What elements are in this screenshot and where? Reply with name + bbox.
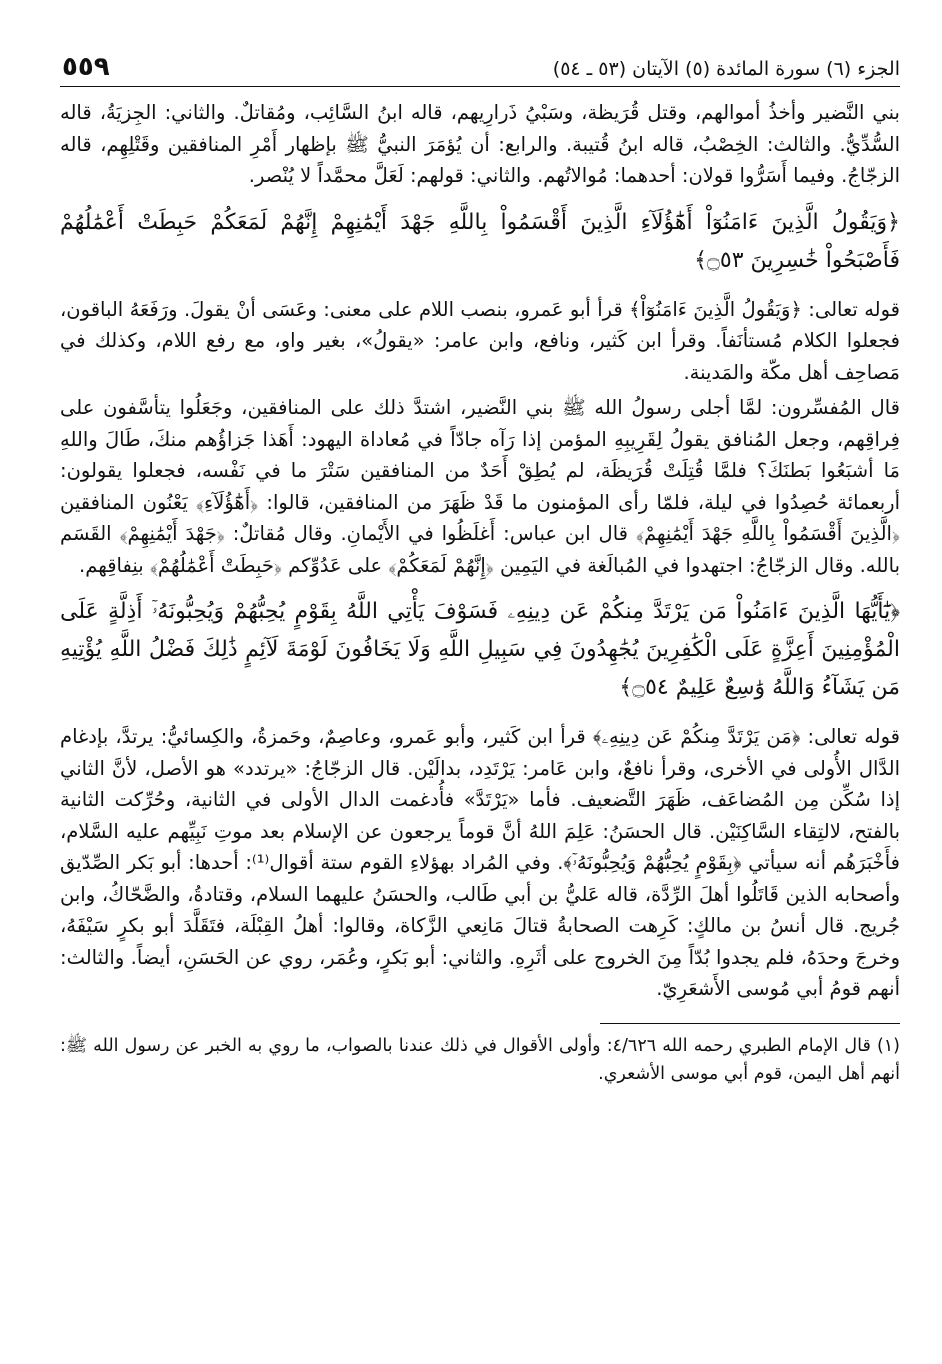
footnote-divider	[600, 1023, 900, 1024]
page-header	[60, 34, 900, 87]
footnote	[60, 1032, 900, 1088]
running-head: الجزء (٦) سورة المائدة (٥) الآيتان (٥٣ ـ ٥٤)	[552, 58, 900, 80]
quran-verse-53: ﴿وَيَقُولُ الَّذِينَ ءَامَنُوٓاْ أَهَٰٓؤُلَآءِ الَّذِينَ أَقْسَمُواْ بِاللَّهِ جَهْدَ أَيْمَٰنِهِمْ إِنَّهُمْ لَمَعَكُمْ حَبِطَتْ أَعْمَٰلُهُمْ فَأَصْبَحُواْ خَٰسِرِينَ ۝٥٣﴾	[60, 209, 900, 273]
quran-verse-54: ﴿يَٰٓأَيُّهَا الَّذِينَ ءَامَنُواْ مَن يَرْتَدَّ مِنكُمْ عَن دِينِهِۦ فَسَوْفَ يَأْتِي اللَّهُ بِقَوْمٍ يُحِبُّهُمْ وَيُحِبُّونَهُۥٓ أَذِلَّةٍ عَلَى الْمُؤْمِنِينَ أَعِزَّةٍ عَلَى الْكَٰفِرِينَ يُجَٰهِدُونَ فِي سَبِيلِ اللَّهِ وَلَا يَخَافُونَ لَوْمَةَ لَآئِمٍ ذَٰلِكَ فَضْلُ اللَّهِ يُؤْتِيهِ مَن يَشَآءُ وَاللَّهُ وَٰسِعٌ عَلِيمٌ ۝٥٤﴾	[60, 599, 900, 700]
commentary-paragraph: قوله تعالى: ﴿وَيَقُولُ الَّذِينَ ءَامَنُوٓاْ﴾ قرأ أبو عَمرو، بنصب اللام على معنى: وعَسَى أنْ يقولَ. ورَفَعَهُ الباقون، فجعلوا الكلام مُستأنَفاً. وقرأ ابن كَثير، ونافع، وابن عامر: «يقولُ»، بغير واو، مع رفع اللام، وكذلك في مَصاحِف أهل مكّة والمَدينة.	[60, 297, 900, 384]
page-number: ٥٥٩	[62, 52, 110, 82]
footnote-marker: (١)	[876, 1035, 900, 1056]
commentary-paragraph: قال المُفسِّرون: لمَّا أجلى رسولُ الله ﷺ بني النَّضير، اشتدَّ ذلك على المنافقين، وجَعَلُوا يتأسَّفون على فِراقِهم، وجعل المُنافق يقولُ لِقَرِيبِهِ المؤمن إذا رَآه جادّاً في مُعاداة اليهود: أَهَذا جَزاؤُهم منكَ، طَالَ واللهِ مَا أشبَعُوا بَطنَكَ؟ فلمَّا قُتِلَتْ قُرَيظَة، لم يُطِقْ أَحَدٌ من المنافقين سَتْرَ ما في نَفْسه، فجعلوا يقولون: أربعمائة حُصِدُوا في ليلة، فلمّا رأى المؤمنون ما قَدْ ظَهَرَ من المنافقين، قالوا: ﴿أَهَٰٓؤُلَآءِ﴾ يَعْنُون المنافقين ﴿الَّذِينَ أَقْسَمُواْ بِاللَّهِ جَهْدَ أَيْمَٰنِهِمْ﴾ قال ابن عباس: أَغلَظُوا في الأَيْمانِ. وقال مُقاتلٌ: ﴿جَهْدَ أَيْمَٰنِهِمْ﴾ القَسَم بالله. وقال الزجّاجُ: اجتهدوا في المُبالَغة في اليَمِين ﴿إِنَّهُمْ لَمَعَكُمْ﴾ على عَدُوِّكم ﴿حَبِطَتْ أَعْمَٰلُهُمْ﴾ بنِفاقِهم.	[60, 396, 900, 577]
commentary-paragraph: بني النَّضير وأخذُ أموالهم، وقتل قُرَيظة، وسَبْيُ ذَرارِيهم، قاله ابنُ السَّائِب، ومُقاتلٌ. والثاني: الجِزيَةُ، قاله السُّدِّيُّ. والثالث: الخِصْبُ، قاله ابنُ قُتيبة. والرابع: أن يُؤمَرَ النبيُّ ﷺ بإظهار أَمْرِ المنافقين وقَتْلِهِم، قاله الزجّاجُ. وفيما أَسَرُّوا قولان: أحدهما: مُوالاتُهم. والثاني: قولهم: لَعَلَّ محمَّداً لا يُنْصر.	[60, 101, 900, 187]
body-text	[60, 97, 900, 1005]
footnote-text: قال الإمام الطبري رحمه الله ٤/٦٢٦: وأولى الأقوال في ذلك عندنا بالصواب، ما روي به الخبر عن رسول الله ﷺ: أنهم أهل اليمن، قوم أبي موسى الأشعري.	[60, 1035, 900, 1084]
commentary-paragraph: قوله تعالى: ﴿مَن يَرْتَدَّ مِنكُمْ عَن دِينِهِۦ﴾ قرأ ابن كَثير، وأبو عَمرو، وعاصِمٌ، وحَمزةُ، والكِسائيُّ: يرتدَّ، بإدغام الدَّال الأُولى في الأخرى، وقرأ نافعٌ، وابن عَامر: يَرْتَدِد، بدالَيْن. قال الزجّاجُ: «يرتدد» هو الأصل، لأنَّ الثاني إذا سُكِّن مِن المُضاعَف، ظَهَرَ التَّضعيف. فأما «يَرْتَدَّ» فأُدغمت الدال الأولى في الثانية، وحُرِّكت الثانية بالفتح، لالتِقاء السَّاكِنَيْن. قال الحسَنُ: عَلِمَ اللهُ أنَّ قوماً يرجعون عن الإسلام بعد موتِ نَبِيِّهم عليه السَّلام، فأَخْبَرَهُم أنه سيأتي ﴿بِقَوْمٍ يُحِبُّهُمْ وَيُحِبُّونَهُۥٓ﴾. وفي المُراد بهؤلاءِ القوم ستة أقوال⁽¹⁾: أحدها: أبو بَكر الصِّدّيق وأصحابه الذين قَاتَلُوا أهلَ الرِّدَّة، قاله عَليُّ بن أبي طَالب، والحسَنُ عليهما السلام، وقتادةُ، والضَّحّاكُ، وابن جُريج. قال أنسُ بن مالكٍ: كَرِهت الصحابةُ قتالَ مَانِعي الزَّكاة، وقالوا: أهلُ القِبْلَة، فتَقَلَّدَ أبو بكرٍ سَيْفَهُ، وخرجَ وحدَهُ، فلم يجدوا بُدّاً مِنَ الخروج على أثَرِهِ. والثاني: أبو بَكرٍ، وعُمَر، روي عن الحَسَنِ، أيضاً. والثالث: أنهم قومُ أبي مُوسى الأَشعَرِيّ.	[60, 725, 900, 1000]
book-page	[60, 34, 900, 1334]
